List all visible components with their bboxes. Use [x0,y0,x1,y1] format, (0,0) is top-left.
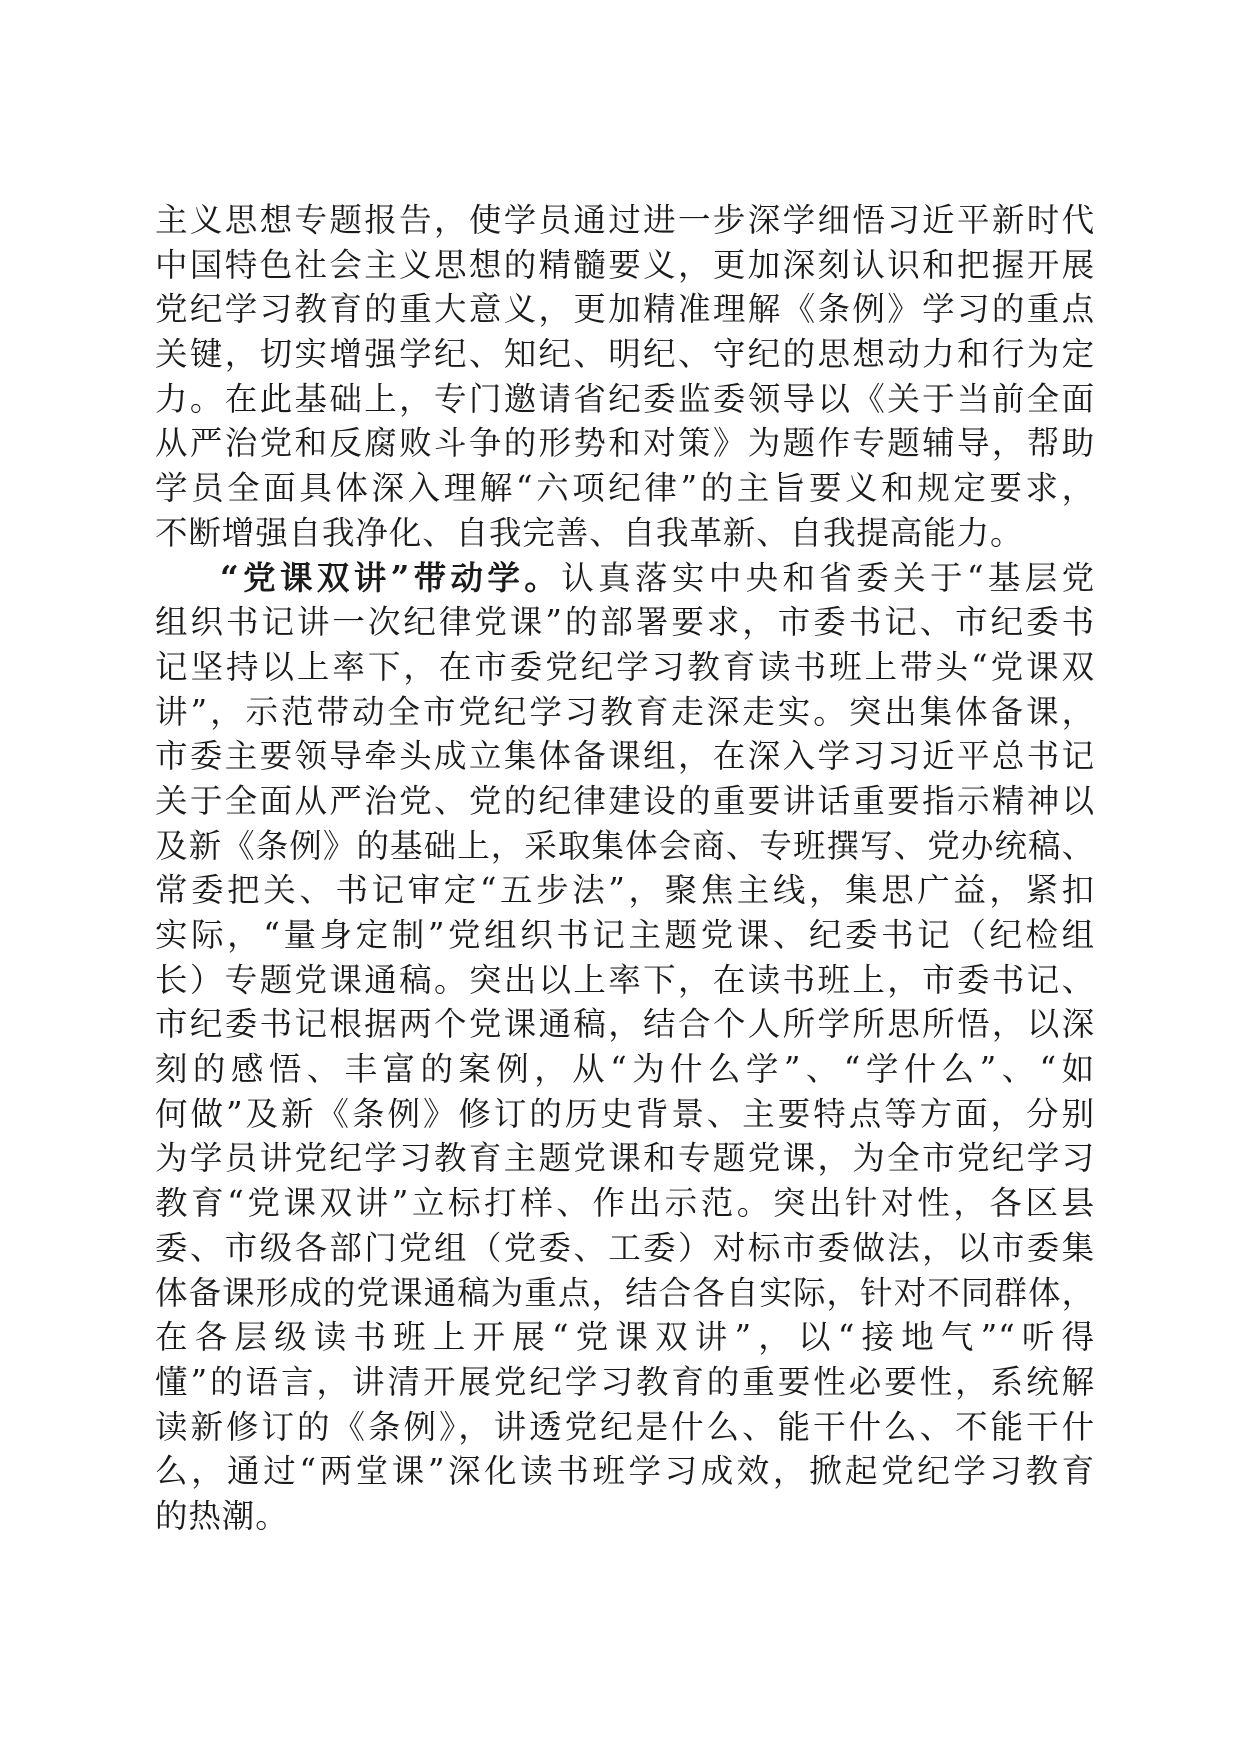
text-line: 委、市级各部门党组（党委、工委）对标市委做法，以市委集 [155,1228,1095,1267]
text-line: 讲”，示范带动全市党纪学习教育走深走实。突出集体备课， [155,692,1095,731]
text-line: 何做”及新《条例》修订的历史背景、主要特点等方面，分别 [155,1094,1095,1133]
text-line: 力。在此基础上，专门邀请省纪委监委领导以《关于当前全面 [155,379,1095,418]
text-line: 在各层级读书班上开展“党课双讲”，以“接地气”“听得 [155,1318,1095,1357]
text-line: 中国特色社会主义思想的精髓要义，更加深刻认识和把握开展 [155,245,1095,284]
text-line: 及新《条例》的基础上，采取集体会商、专班撰写、党办统稿、 [155,826,1095,865]
text-line: 体备课形成的党课通稿为重点，结合各自实际，针对不同群体， [155,1273,1095,1312]
text-line: 主义思想专题报告，使学员通过进一步深学细悟习近平新时代 [155,201,1095,239]
text-line: 组织书记讲一次纪律党课”的部署要求，市委书记、市纪委书 [155,603,1095,642]
text-line: 市纪委书记根据两个党课通稿，结合个人所学所思所悟，以深 [155,1005,1095,1044]
text-line: 懂”的语言，讲清开展党纪学习教育的重要性必要性，系统解 [155,1362,1095,1401]
text-line: 教育“党课双讲”立标打样、作出示范。突出针对性，各区县 [155,1184,1095,1223]
text-line: 刻的感悟、丰富的案例，从“为什么学”、“学什么”、“如 [155,1050,1095,1089]
text-line: 不断增强自我净化、自我完善、自我革新、自我提高能力。 [155,513,1024,552]
text-line: 关键，切实增强学纪、知纪、明纪、守纪的思想动力和行为定 [155,335,1095,374]
text-line: 为学员讲党纪学习教育主题党课和专题党课，为全市党纪学习 [155,1139,1095,1178]
text-line: 记坚持以上率下，在市委党纪学习教育读书班上带头“党课双 [155,647,1095,686]
text-line: 读新修订的《条例》，讲透党纪是什么、能干什么、不能干什 [155,1407,1095,1446]
text-line: 长）专题党课通稿。突出以上率下，在读书班上，市委书记、 [155,960,1095,999]
text-line: 实际，“量身定制”党组织书记主题党课、纪委书记（纪检组 [155,916,1095,954]
paragraph-2 [155,556,1095,1539]
text-line: 学员全面具体深入理解“六项纪律”的主旨要义和规定要求， [155,469,1095,508]
text-line: 从严治党和反腐败斗争的形势和对策》为题作专题辅导，帮助 [155,424,1095,463]
text-line: 的热潮。 [155,1496,289,1535]
text-line-first [155,556,1095,601]
body-text [155,198,1095,1539]
text-line: 市委主要领导牵头成立集体备课组，在深入学习习近平总书记 [155,737,1095,776]
text-line: 么，通过“两堂课”深化读书班学习成效，掀起党纪学习教育 [155,1452,1095,1491]
paragraph-1 [155,198,1095,556]
text-line: 党纪学习教育的重大意义，更加精准理解《条例》学习的重点 [155,290,1095,329]
text-line: 关于全面从严治党、党的纪律建设的重要讲话重要指示精神以 [155,781,1095,820]
text-segment: 认真落实中央和省委关于“基层党 [561,558,1096,597]
section-heading: “党课双讲”带动学。 [220,557,562,597]
text-line: 常委把关、书记审定“五步法”，聚焦主线，集思广益，紧扣 [155,871,1095,910]
